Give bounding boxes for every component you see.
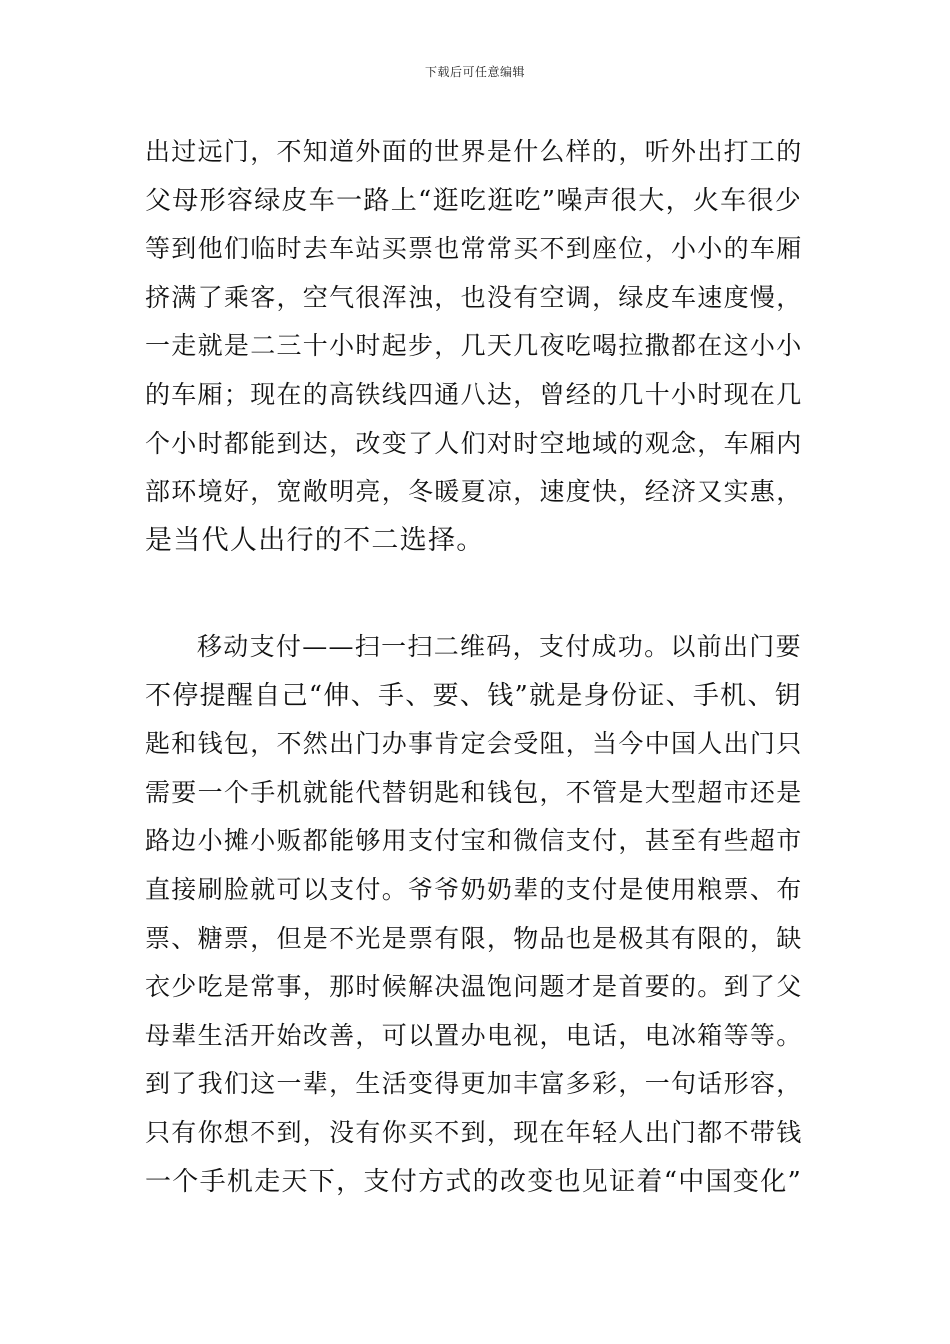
text-line: 路边小摊小贩都能够用支付宝和微信支付，甚至有些超市: [145, 826, 803, 856]
text-line: 匙和钱包，不然出门办事肯定会受阻，当今中国人出门只: [145, 729, 803, 759]
text-line: 需要一个手机就能代替钥匙和钱包，不管是大型超市还是: [145, 777, 803, 807]
text-line: 母辈生活开始改善，可以置办电视，电话，电冰箱等等。: [145, 1020, 803, 1050]
text-line: 衣少吃是常事，那时候解决温饱问题才是首要的。到了父: [145, 972, 803, 1002]
text-line: 不停提醒自己“伸、手、要、钱”就是身份证、手机、钥: [145, 680, 803, 711]
paragraph-high-speed-rail: [145, 128, 810, 565]
text-line: 个小时都能到达，改变了人们对时空地域的观念，车厢内: [145, 428, 803, 458]
text-line: 的车厢；现在的高铁线四通八达，曾经的几十小时现在几: [145, 379, 803, 409]
text-line: 出过远门，不知道外面的世界是什么样的，听外出打工的: [145, 137, 803, 166]
page-header: 下载后可任意编辑: [424, 65, 525, 79]
text-line: 直接刷脸就可以支付。爷爷奶奶辈的支付是使用粮票、布: [145, 874, 803, 904]
text-line-first: 移动支付——扫一扫二维码，支付成功。以前出门要: [197, 632, 802, 661]
text-line: 只有你想不到，没有你买不到，现在年轻人出门都不带钱: [145, 1117, 803, 1147]
text-line: 挤满了乘客，空气很浑浊，也没有空调，绿皮车速度慢，: [145, 282, 803, 312]
text-line: 一个手机走天下，支付方式的改变也见证着“中国变化”: [145, 1166, 803, 1197]
text-line: 父母形容绿皮车一路上“逛吃逛吃”噪声很大，火车很少: [145, 185, 803, 216]
text-line: 部环境好，宽敞明亮，冬暖夏凉，速度快，经济又实惠，: [145, 477, 803, 507]
text-line: 是当代人出行的不二选择。: [145, 524, 485, 556]
text-line: 到了我们这一辈，生活变得更加丰富多彩，一句话形容，: [145, 1069, 803, 1099]
paragraph-mobile-payment: [145, 623, 810, 1206]
text-line: 一走就是二三十小时起步，几天几夜吃喝拉撒都在这小小: [145, 331, 803, 361]
text-line: 票、糖票，但是不光是票有限，物品也是极其有限的，缺: [145, 923, 803, 953]
text-line: 等到他们临时去车站买票也常常买不到座位，小小的车厢: [145, 234, 803, 264]
